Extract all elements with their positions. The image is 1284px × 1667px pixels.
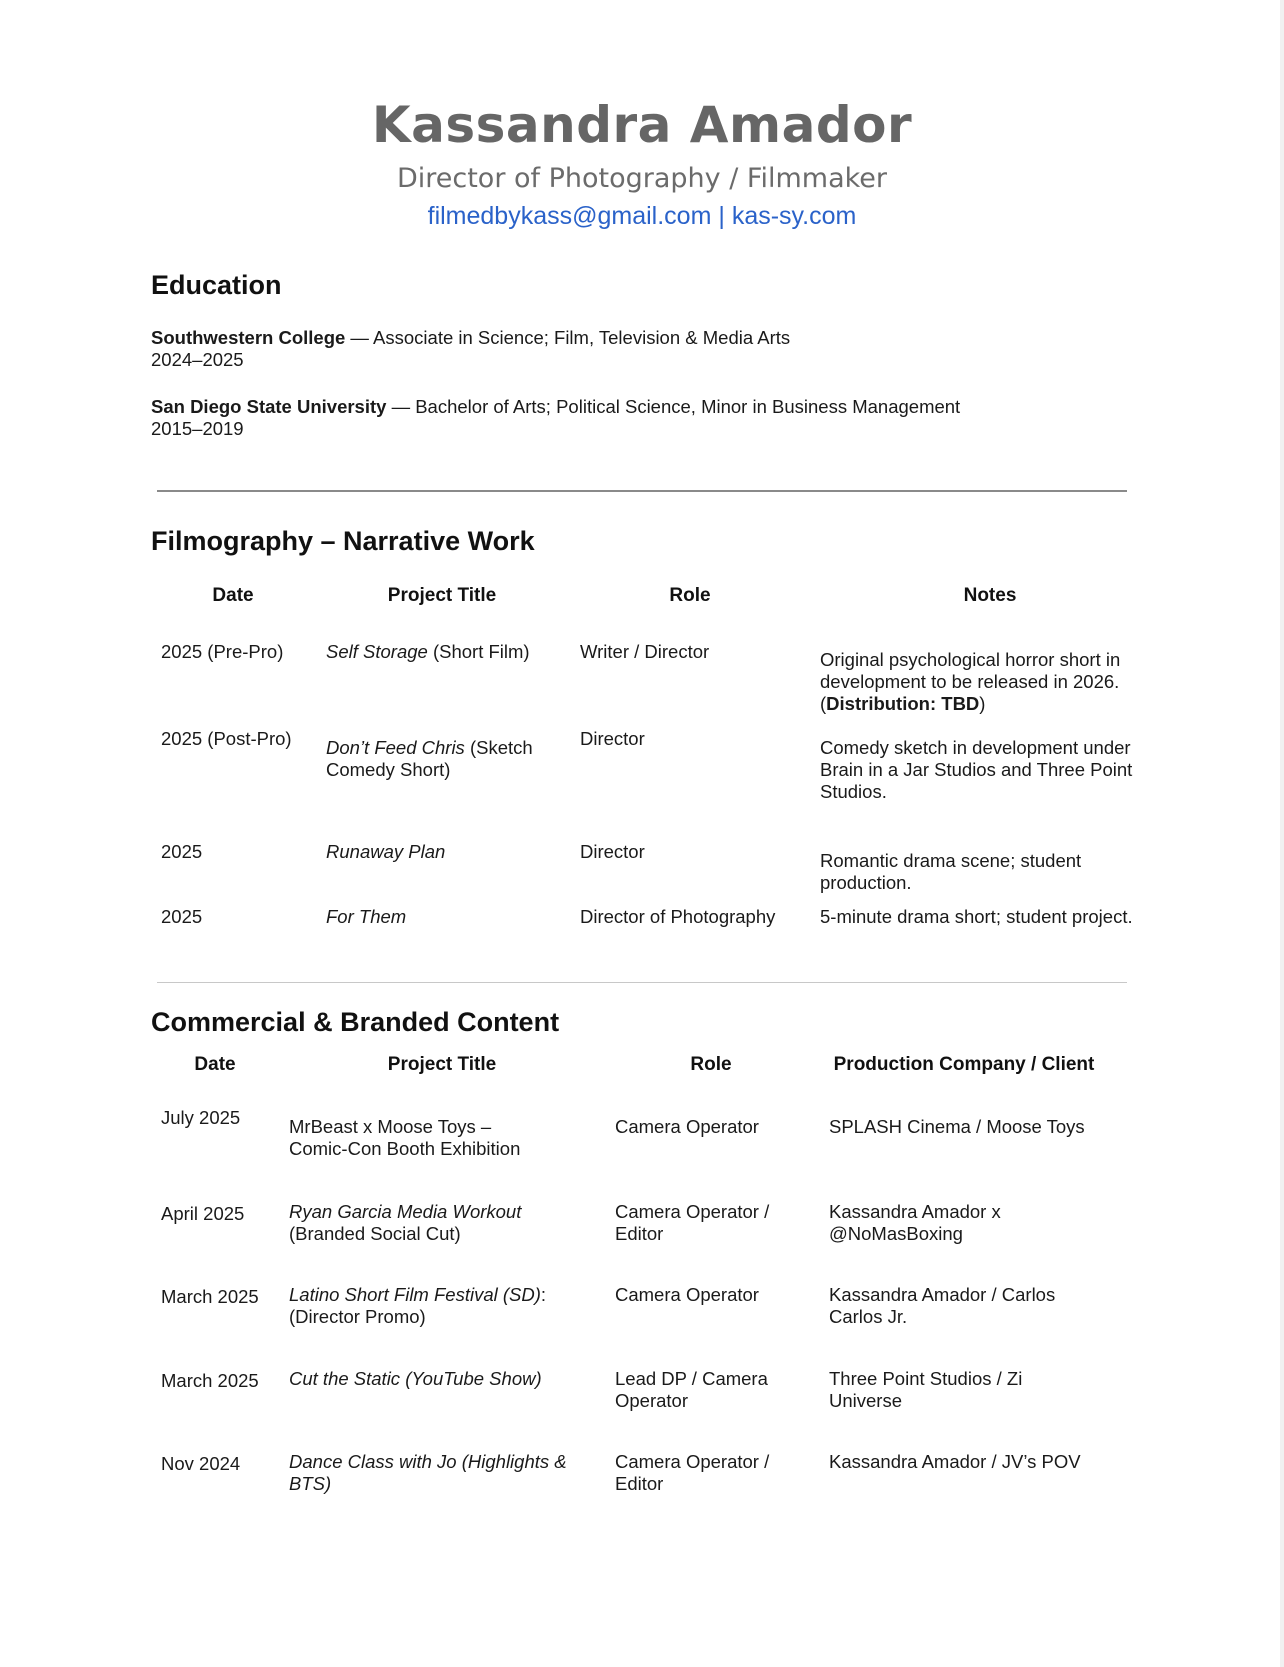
page-edge [1280,0,1284,1667]
project-type: MrBeast x Moose Toys – Comic-Con Booth Exhibition [289,1116,521,1159]
commercial-row-title [289,1368,579,1390]
commercial-row-title [289,1284,559,1328]
commercial-heading: Commercial & Branded Content [151,1007,560,1037]
commercial-row-title [289,1201,539,1245]
narrative-row-date: 2025 [161,906,203,927]
email-link[interactable]: filmedbykass@gmail.com [427,202,712,230]
school-name: Southwestern College [151,327,346,348]
contact-line [0,199,1284,233]
notes-text: 5-minute drama short; student project. [820,906,1133,927]
narrative-row-date: 2025 (Post-Pro) [161,728,292,749]
notes-close: ) [979,693,986,714]
degree-text: — Bachelor of Arts; Political Science, Minor in Business Management [386,396,961,417]
project-title: Dance Class with Jo (Highlights & BTS) [289,1451,567,1494]
commercial-row-date: Nov 2024 [161,1453,241,1474]
narrative-row-notes [820,850,1110,894]
narrative-row-role: Writer / Director [580,641,710,662]
commercial-row-role: Camera Operator [615,1116,759,1137]
commercial-row-date: April 2025 [161,1203,245,1224]
commercial-row-client: Kassandra Amador / JV’s POV [829,1451,1081,1472]
project-type: (Sketch Comedy Short) [326,737,533,780]
section-divider [157,982,1127,983]
degree-text: — Associate in Science; Film, Television & Media Arts [345,327,791,348]
candidate-title: Director of Photography / Filmmaker [396,163,888,194]
commercial-row-date: July 2025 [161,1107,241,1128]
narrative-col-role: Role [669,585,711,606]
notes-text: Comedy sketch in development under Brain in a Jar Studios and Three Point Studios. [820,737,1133,802]
project-title: Ryan Garcia Media Workout [289,1201,522,1222]
notes-distribution: Distribution: TBD [826,693,980,714]
resume-header [0,95,1284,233]
commercial-row-date: March 2025 [161,1286,259,1307]
education-years: 2015–2019 [151,418,244,439]
notes-text: Original psychological horror short in development to be released in 2026. ( [820,649,1121,714]
commercial-row-client: SPLASH Cinema / Moose Toys [829,1116,1085,1137]
project-type: (Branded Social Cut) [289,1223,461,1244]
commercial-col-client: Production Company / Client [833,1054,1095,1075]
project-type: (Short Film) [427,641,530,662]
website-link[interactable]: kas-sy.com [731,202,857,230]
education-entry [151,327,790,371]
education-entry [151,396,960,440]
project-type: : (Director Promo) [289,1284,547,1327]
education-heading: Education [151,270,282,300]
education-years: 2024–2025 [151,349,244,370]
commercial-row-client: Three Point Studios / Zi Universe [829,1368,1023,1411]
candidate-name: Kassandra Amador [371,96,913,154]
project-title: Self Storage [326,641,428,662]
narrative-col-date: Date [212,585,254,606]
narrative-row-date: 2025 (Pre-Pro) [161,641,284,662]
project-title: Runaway Plan [326,841,446,862]
narrative-row-notes [820,737,1145,803]
education-line [151,327,790,349]
narrative-row-role: Director [580,841,645,862]
project-title: Don’t Feed Chris [326,737,465,758]
commercial-row-role: Camera Operator / Editor [615,1201,770,1244]
commercial-row-role: Camera Operator [615,1284,759,1305]
narrative-row-role: Director [580,728,645,749]
project-title: For Them [326,906,407,927]
commercial-col-date: Date [194,1054,236,1075]
narrative-row-role: Director of Photography [580,906,776,927]
commercial-row-title [289,1451,579,1495]
contact-separator: | [711,202,732,230]
narrative-row-notes [820,906,1160,928]
school-name: San Diego State University [151,396,387,417]
narrative-row-title [326,641,566,663]
commercial-col-role: Role [690,1054,732,1075]
commercial-row-client: Kassandra Amador x @NoMasBoxing [829,1201,1001,1244]
notes-text: Romantic drama scene; student production. [820,850,1082,893]
narrative-col-notes: Notes [963,585,1017,606]
commercial-row-date: March 2025 [161,1370,259,1391]
narrative-row-date: 2025 [161,841,203,862]
education-line [151,396,960,418]
narrative-col-title: Project Title [387,585,497,606]
commercial-row-client: Kassandra Amador / Carlos Carlos Jr. [829,1284,1056,1327]
project-title: Latino Short Film Festival (SD) [289,1284,541,1305]
project-title: Cut the Static (YouTube Show) [289,1368,542,1389]
commercial-row-title [289,1116,539,1160]
narrative-heading: Filmography – Narrative Work [151,526,535,556]
narrative-row-title [326,841,566,863]
narrative-row-title [326,737,556,781]
commercial-row-role: Camera Operator / Editor [615,1451,770,1494]
section-divider [157,490,1127,492]
narrative-row-notes [820,649,1145,715]
commercial-row-role: Lead DP / Camera Operator [615,1368,768,1411]
commercial-col-title: Project Title [387,1054,497,1075]
narrative-row-title [326,906,566,928]
